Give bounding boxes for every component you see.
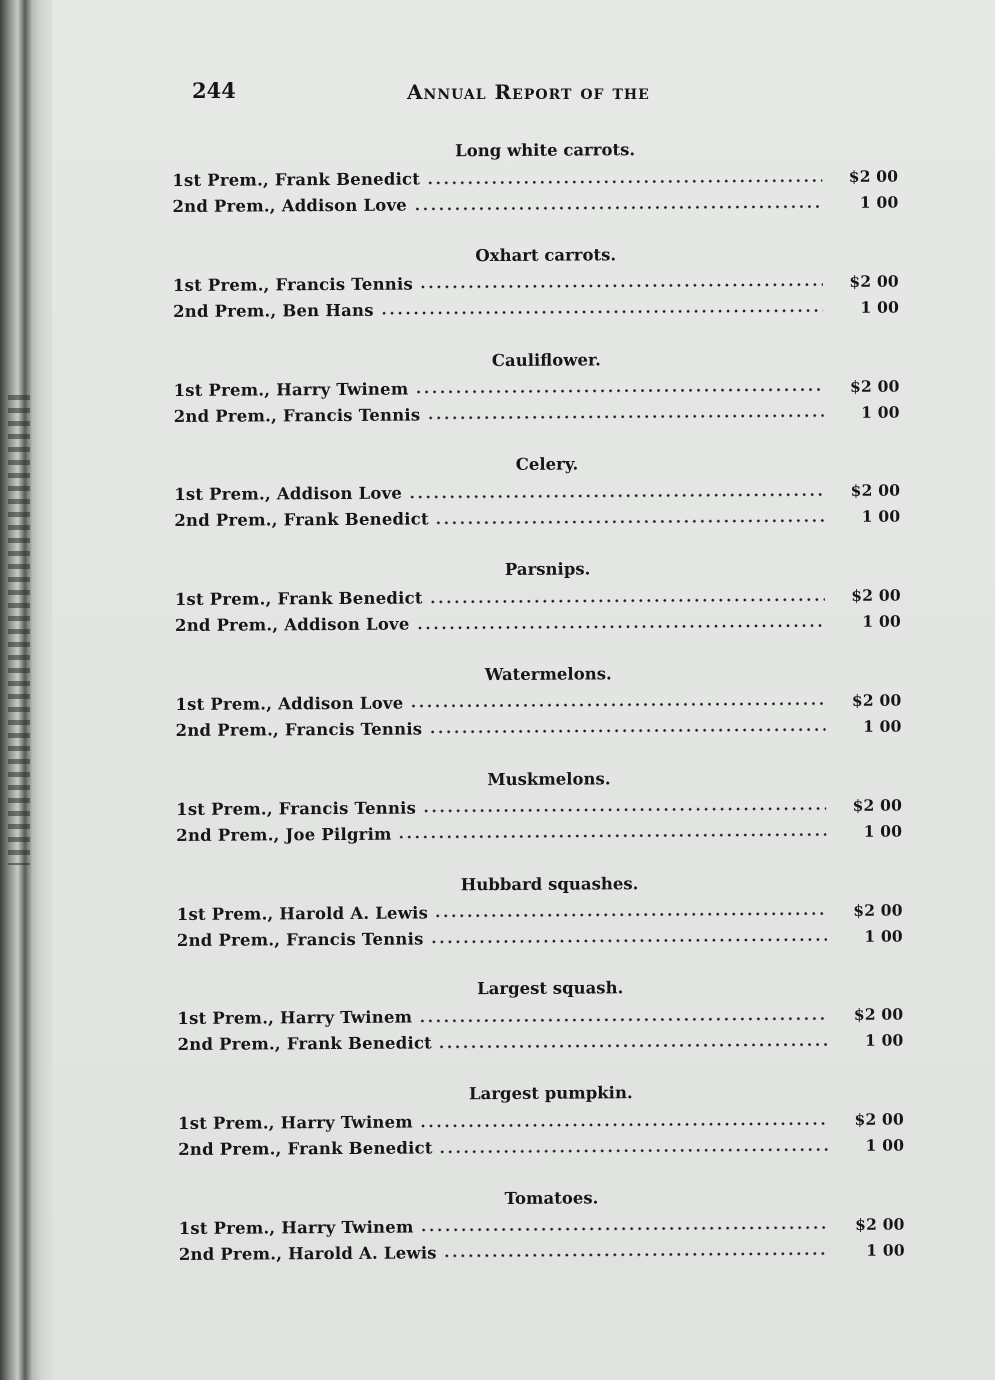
- premium-amount: $2 00: [851, 585, 901, 606]
- premium-entry: [178, 1133, 904, 1163]
- premium-amount: 1 00: [866, 1240, 905, 1260]
- premium-entry: [177, 923, 903, 953]
- premium-amount: 1 00: [861, 402, 900, 422]
- premium-list: [172, 134, 905, 1291]
- premium-label: 1st Prem., Harry Twinem: [177, 1007, 413, 1029]
- dot-leader: [419, 283, 823, 288]
- dot-leader: [416, 624, 825, 630]
- premium-label: 2nd Prem., Francis Tennis: [173, 405, 421, 426]
- report-page: [52, 0, 995, 1380]
- premium-label: 2nd Prem., Joe Pilgrim: [176, 824, 392, 845]
- premium-amount: 1 00: [864, 1030, 904, 1051]
- premium-label: 1st Prem., Francis Tennis: [176, 798, 417, 819]
- premium-section: [176, 762, 903, 871]
- premium-amount: $2 00: [853, 1004, 904, 1025]
- premium-section: [178, 1182, 905, 1291]
- premium-label: 2nd Prem., Francis Tennis: [176, 929, 424, 950]
- dot-leader: [420, 1226, 829, 1231]
- premium-amount: 1 00: [864, 926, 903, 946]
- premium-label: 2nd Prem., Harold A. Lewis: [178, 1243, 437, 1264]
- dot-leader: [426, 179, 822, 184]
- premium-label: 2nd Prem., Frank Benedict: [177, 1033, 433, 1055]
- premium-label: 1st Prem., Addison Love: [174, 483, 403, 505]
- dot-leader: [430, 938, 827, 943]
- premium-entry: [174, 504, 900, 534]
- premium-section: [173, 343, 900, 452]
- premium-label: 1st Prem., Frank Benedict: [172, 169, 421, 190]
- section-title: Muskmelons.: [487, 769, 611, 789]
- page-number: 244: [192, 78, 236, 103]
- premium-section: [176, 867, 903, 976]
- premium-amount: 1 00: [859, 192, 899, 212]
- premium-entry: [179, 1238, 905, 1268]
- premium-label: 2nd Prem., Frank Benedict: [178, 1138, 433, 1160]
- premium-label: 1st Prem., Harry Twinem: [178, 1217, 414, 1238]
- premium-label: 2nd Prem., Frank Benedict: [174, 509, 429, 531]
- premium-amount: 1 00: [863, 821, 903, 841]
- premium-amount: $2 00: [853, 900, 903, 920]
- dot-leader: [414, 388, 823, 393]
- dot-leader: [434, 912, 827, 917]
- premium-label: 2nd Prem., Francis Tennis: [175, 719, 423, 740]
- dot-leader: [426, 414, 823, 419]
- premium-section: [174, 448, 901, 557]
- premium-amount: $2 00: [852, 795, 903, 815]
- section-title: Parsnips.: [504, 559, 591, 580]
- section-title: Long white carrots.: [455, 140, 636, 161]
- dot-leader: [419, 1122, 828, 1127]
- premium-amount: 1 00: [862, 611, 902, 631]
- premium-label: 1st Prem., Francis Tennis: [172, 274, 413, 295]
- premium-amount: 1 00: [860, 297, 900, 317]
- premium-entry: [173, 294, 899, 324]
- section-title: Watermelons.: [484, 664, 612, 685]
- premium-amount: $2 00: [849, 271, 899, 291]
- premium-amount: 1 00: [861, 506, 901, 527]
- dot-leader: [380, 309, 823, 315]
- premium-section: [178, 1077, 905, 1186]
- dot-leader: [398, 833, 827, 839]
- premium-label: 1st Prem., Harry Twinem: [177, 1112, 413, 1134]
- premium-label: 1st Prem., Addison Love: [175, 693, 404, 714]
- premium-entry: [175, 609, 901, 639]
- premium-section: [177, 972, 904, 1081]
- premium-amount: $2 00: [849, 376, 900, 396]
- section-title: Cauliflower.: [491, 349, 601, 370]
- premium-label: 1st Prem., Frank Benedict: [174, 588, 423, 610]
- dot-leader: [439, 1148, 829, 1153]
- premium-section: [173, 238, 900, 347]
- section-title: Oxhart carrots.: [475, 245, 617, 265]
- premium-label: 2nd Prem., Ben Hans: [173, 300, 374, 321]
- section-title: Tomatoes.: [504, 1188, 599, 1208]
- premium-entry: [176, 714, 902, 744]
- premium-entry: [174, 399, 900, 429]
- section-title: Largest pumpkin.: [468, 1083, 633, 1104]
- dot-leader: [429, 598, 825, 603]
- dot-leader: [422, 807, 826, 812]
- section-title: Celery.: [515, 454, 579, 475]
- dot-leader: [435, 519, 825, 524]
- dot-leader: [428, 729, 825, 734]
- dot-leader: [409, 703, 825, 709]
- premium-amount: $2 00: [851, 690, 902, 710]
- premium-amount: $2 00: [854, 1109, 905, 1130]
- page-header: [192, 78, 752, 108]
- premium-label: 1st Prem., Harold A. Lewis: [176, 903, 429, 924]
- premium-amount: 1 00: [865, 1135, 905, 1155]
- premium-section: [175, 658, 902, 767]
- premium-label: 2nd Prem., Addison Love: [172, 195, 408, 216]
- premium-entry: [176, 818, 902, 848]
- dot-leader: [418, 1017, 827, 1022]
- section-title: Hubbard squashes.: [460, 873, 639, 894]
- dot-leader: [408, 493, 824, 499]
- dot-leader: [443, 1252, 829, 1257]
- premium-amount: $2 00: [855, 1214, 905, 1234]
- premium-section: [175, 553, 902, 662]
- book-binding: [0, 0, 52, 1380]
- premium-label: 2nd Prem., Addison Love: [174, 614, 410, 636]
- premium-amount: $2 00: [850, 480, 901, 501]
- premium-label: 1st Prem., Harry Twinem: [173, 379, 409, 400]
- premium-amount: $2 00: [848, 166, 899, 186]
- section-title: Largest squash.: [477, 978, 624, 999]
- dot-leader: [438, 1043, 828, 1048]
- premium-entry: [172, 190, 898, 220]
- premium-amount: 1 00: [862, 716, 902, 736]
- running-head: Annual Report of the: [407, 80, 650, 104]
- premium-entry: [177, 1028, 903, 1058]
- premium-section: [172, 134, 899, 243]
- dot-leader: [413, 205, 822, 211]
